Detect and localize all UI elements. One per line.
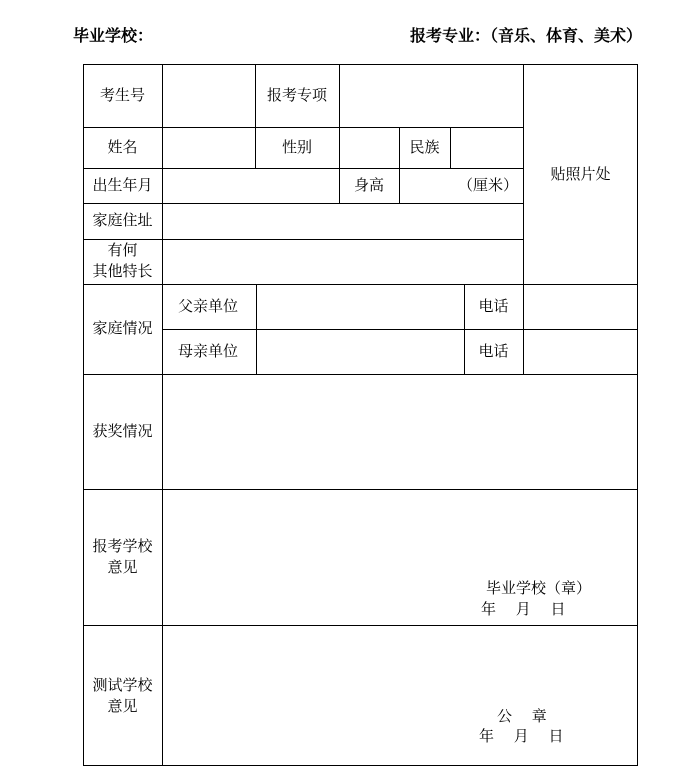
specialty-label: 报考专项 [266,86,327,104]
talent-field[interactable] [163,240,523,284]
exam-number-field[interactable] [163,65,255,127]
father-phone-label: 电话 [478,297,509,315]
mother-unit-label: 母亲单位 [178,342,239,360]
graduation-school-opinion-label-line2: 意见 [107,558,138,576]
ethnicity-label: 民族 [409,138,440,156]
birth-date-field[interactable] [163,169,339,203]
graduation-school-opinion-field[interactable] [163,490,637,625]
graduation-school-opinion-label-line1: 报考学校 [92,537,153,555]
talent-label-line1: 有何 [107,241,138,259]
birth-date-label: 出生年月 [92,176,153,194]
father-unit-field[interactable] [257,285,464,329]
specialty-field[interactable] [340,65,523,127]
awards-label: 获奖情况 [92,422,153,440]
awards-field[interactable] [163,375,637,489]
photo-label: 贴照片处 [550,165,611,183]
father-unit-label: 父亲单位 [178,297,239,315]
talent-label-line2: 其他特长 [92,262,153,280]
address-label: 家庭住址 [92,211,153,229]
graduation-school-label: 毕业学校： [73,26,154,45]
test-school-opinion-label-line2: 意见 [107,697,138,715]
test-school-opinion-field[interactable] [163,626,637,765]
family-label: 家庭情况 [92,319,153,337]
height-label: 身高 [353,176,384,194]
mother-phone-label: 电话 [478,342,509,360]
height-unit-label: （厘米） [458,176,519,194]
gender-field[interactable] [340,128,399,168]
test-school-date-label: 年 月 日 [479,727,564,745]
exam-number-label: 考生号 [99,86,145,104]
height-field[interactable] [400,169,450,203]
graduation-school-seal-label: 毕业学校（章） [486,579,592,597]
graduation-school-date-label: 年 月 日 [481,600,566,618]
mother-phone-field[interactable] [524,330,637,374]
test-school-opinion-label-line1: 测试学校 [92,676,153,694]
test-school-seal-label: 公 章 [497,707,547,725]
address-field[interactable] [163,204,523,239]
name-label: 姓名 [107,138,138,156]
ethnicity-field[interactable] [451,128,523,168]
gender-label: 性别 [281,138,312,156]
mother-unit-field[interactable] [257,330,464,374]
applied-major-label: 报考专业：（音乐、体育、美术） [410,26,643,45]
name-field[interactable] [163,128,255,168]
father-phone-field[interactable] [524,285,637,329]
